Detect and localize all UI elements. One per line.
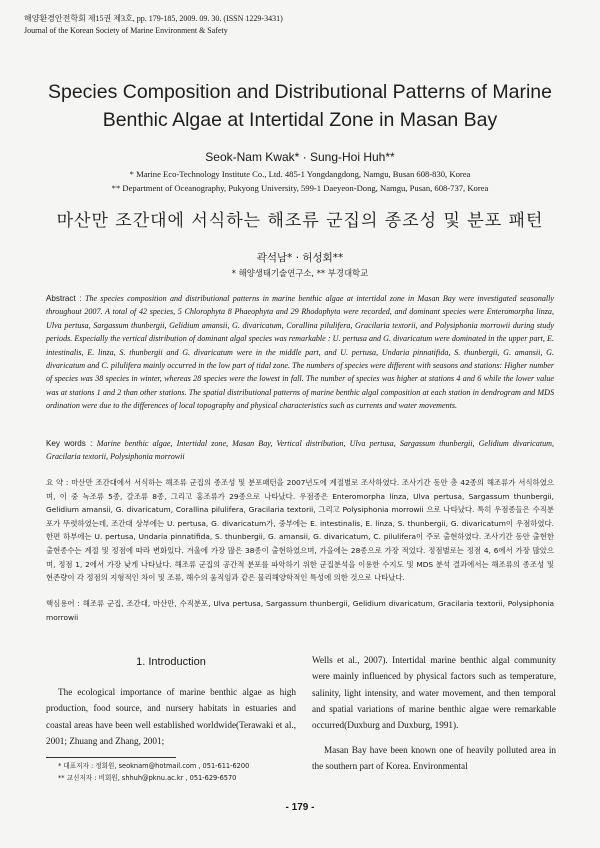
keywords — [46, 437, 554, 464]
korean-title: 마산만 조간대에 서식하는 해조류 군집의 종조성 및 분포 패턴 — [56, 211, 544, 231]
korean-keywords — [46, 597, 554, 624]
intro-left-paragraph: The ecological importance of marine benthic algae as high production, food source, and nursery habitats in estuaries and coastal areas have been well established worldwide(Terawaki et al., 2001; Zhuang and Zhang, 2001; — [46, 687, 296, 746]
korean-keywords-text: 해조류 군집, 조간대, 마산만, 수직분포, Ulva pertusa, Sargassum thunbergii, Gelidium divaricatum, Gracilaria textorii, Polysiphonia morrowii — [46, 599, 555, 622]
korean-abstract — [46, 476, 554, 585]
section-heading-introduction: 1. Introduction — [136, 656, 206, 668]
affiliation-2: ** Department of Oceanography, Pukyong University, 599-1 Daeyeon-Dong, Namgu, Pusan, 608-737, Korea — [111, 183, 489, 193]
footnote-2: ** 교신저자 : 비회원, shhuh@pknu.ac.kr , 051-629-6570 — [58, 774, 237, 782]
authors: Seok-Nam Kwak* · Sung-Hoi Huh** — [205, 150, 395, 164]
footnote-1: * 대표저자 : 정회원, seoknam@hotmail.com , 051-611-6200 — [58, 762, 250, 770]
intro-right-paragraph-2: Masan Bay have been known one of heavily polluted area in the southern part of Korea. Environmental — [312, 745, 556, 772]
keywords-label: Key words : — [46, 439, 97, 448]
journal-header-english: Journal of the Korean Society of Marine Environment & Safety — [24, 26, 228, 35]
korean-abstract-label: 요 약 : — [46, 478, 72, 487]
korean-affiliations: * 해양생태기술연구소, ** 부경대학교 — [231, 268, 369, 278]
korean-keywords-label: 핵심용어 : — [46, 599, 83, 608]
abstract — [46, 292, 554, 413]
page-number: - 179 - — [285, 802, 315, 813]
journal-header-korean: 해양환경안전학회 제15권 제3호, pp. 179-185, 2009. 09. 30. (ISSN 1229-3431) — [24, 14, 283, 23]
korean-abstract-text: 마산만 조간대에서 서식하는 해조류 군집의 종조성 및 분포패턴을 2007년도에 계절별로 조사하였다. 조사기간 동안 총 42종의 해조류가 서식하였으며, 이 중 녹조류 5종, 갈조류 8종, 그리고 홍조류가 29종으로 나타났다. 우점종은 Enteromorpha linza, Ulva pertusa, Sargassum thunbergii, Gelidium amansii, G. divaricatum, Corallina pilulifera, Gracilaria textorii, 그리고 Polysiphonia morrowii 으로 나타났다. 특히 우점종들은 수직분포가 뚜렷하였는데, 조간대 상부에는 U. pertusa, G. divaricatum가, 중부에는 E. intestinalis, E. linza, S. thunbergii, G. divaricatum이 우점하였다. 한편 하부에는 U. pertusa, Undaria pinnatifida, S. thunbergii, G. amansii, G. divaricatum, C. pilulifera이 주로 출현하였다. 조사기간 동안 출현한 출현종수는 계절 및 정점에 따라 변화있다. 겨울에 가장 많은 38종이 출현하였으며, 가을에는 28종으로 가장 적었다. 정점별로는 정점 4, 6에서 가장 많았으며, 정점 1, 2에서 가장 낮게 나타났다. 해조류 군집의 공간적 분포를 파악하기 위한 군집분석을 이용한 수지도 및 MDS 분석 결과에서는 해조류의 종조성 및 현존량이 각 정점의 지형적인 차이 및 조류, 해수의 움직임과 같은 물리해양학적인 특성에 의한 것으로 나타났다. — [46, 478, 554, 583]
affiliation-1: * Marine Eco-Technology Institute Co., Ltd. 485-1 Yongdangdong, Namgu, Busan 608-830, Korea — [129, 169, 471, 179]
keywords-text: Marine benthic algae, Intertidal zone, Masan Bay, Vertical distribution, Ulva pertusa, Sargassum thunbergii, Gelidium divaricatum, Gracilaria textorii, Polysiphonia morrowii — [46, 439, 554, 462]
korean-authors: 곽석남* · 허성회** — [256, 252, 344, 264]
abstract-label: Abstract : — [46, 294, 85, 303]
abstract-text: The species composition and distributional patterns in marine benthic algae at intertidal zone in Masan Bay were investigated seasonally throughout 2007. A total of 42 species, 5 Chlorophyta 8 Phaeophyta and 29 Rhodophyta were recorded, and dominant species were Enteromorpha linza, Ulva pertusa, Sargassum thunbergii, Gelidium amansii, G. divaricatum, Corallina pilulifera, Gracilaria textorii, and Polysiphonia morrowii during study periods. Especially the vertical distribution of dominant algal species was remarkable : U. pertusa and G. divaricatum were dominated in the upper part, E. intestinalis, E. linza, S. thunbergii and G. divaricatum were in the middle part, and U. pertusa, Undaria pinnatifida, S. thunbergii, G. amansii, G. divaricatum and C. pilulifera mainly occurred in the low part of tidal zone. The numbers of species were different with seasons and stations: Higher number of species was 38 species in winter, whereas 28 species were the lowest in fall. The number of species was higher at stations 4 and 6 while the lower value was at stations 1 and 2 than other stations. The spatial distributional patterns of marine benthic algal composition at each station in dendrogram and MDS ordination were due to the differences of local topography and physical characteristics such as currents and water movements. — [46, 294, 555, 411]
footnote-rule — [46, 757, 176, 758]
paper-title-line2: Benthic Algae at Intertidal Zone in Masan Bay — [102, 109, 498, 131]
intro-right-paragraph-1: Wells et al., 2007). Intertidal marine benthic algal community were mainly influenced by physical factors such as temperature, salinity, light intensity, and water movement, and then temporal and spatial variations of marine benthic algae were remarkable occurred(Duxburg and Duxburg, 1991). — [312, 655, 556, 731]
paper-title-line1: Species Composition and Distributional Patterns of Marine — [47, 81, 552, 103]
